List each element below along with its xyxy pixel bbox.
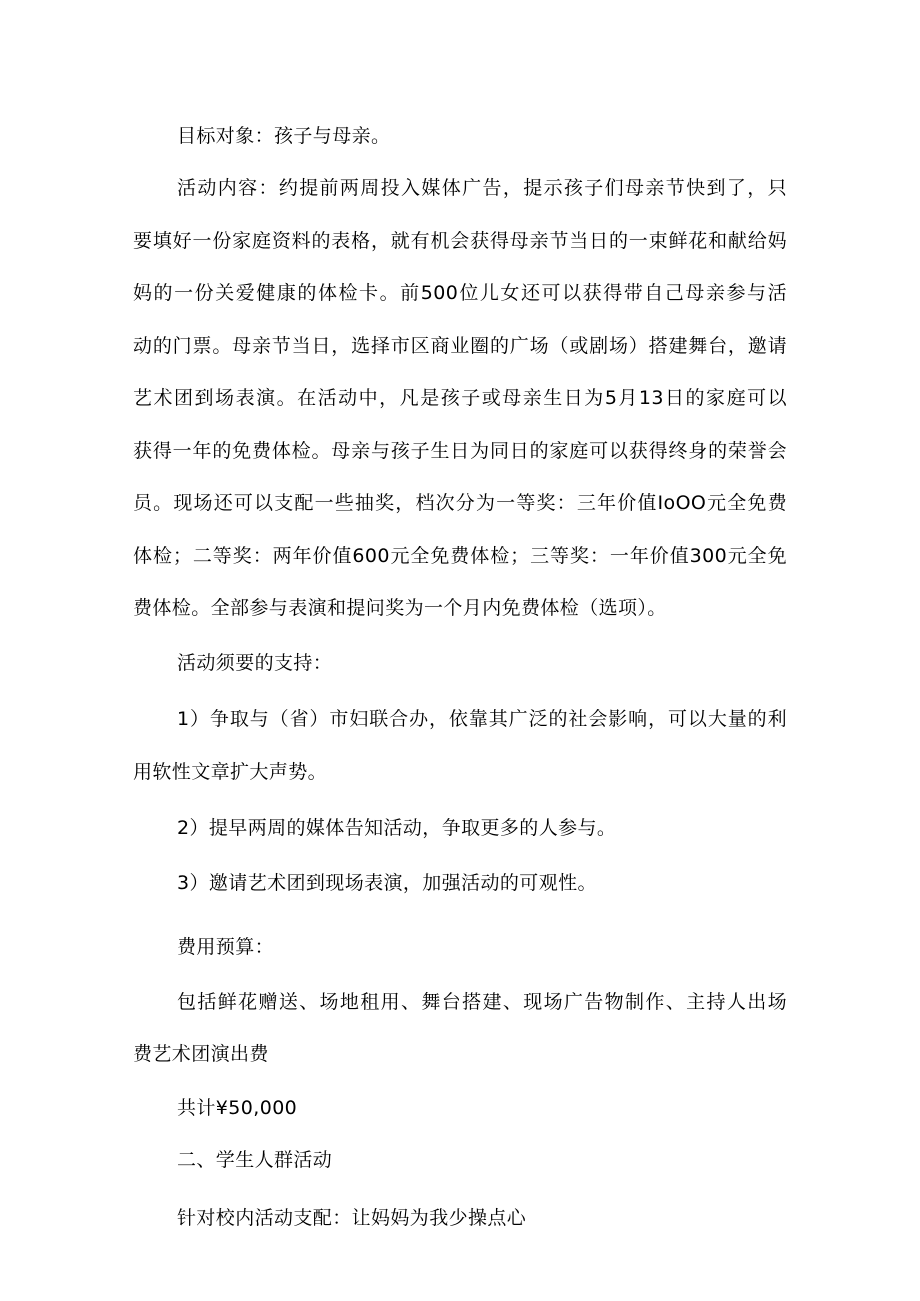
support-item-2: 2）提早两周的媒体告知活动，争取更多的人参与。: [177, 817, 617, 839]
support-item-3: 3）邀请艺术团到现场表演，加强活动的可观性。: [177, 872, 597, 894]
budget-total: 共计¥50,000: [177, 1097, 298, 1119]
support-item-1-line-1: 1）争取与（省）市妇联合办，依靠其广泛的社会影响，可以大量的利: [177, 708, 787, 730]
budget-line-1: 包括鲜花赠送、场地租用、舞台搭建、现场广告物制作、主持人出场: [177, 991, 787, 1013]
budget-heading: 费用预算：: [177, 936, 275, 958]
content-line-6: 获得一年的免费体检。母亲与孩子生日为同日的家庭可以获得终身的荣誉会: [133, 440, 787, 462]
content-line-2: 要填好一份家庭资料的表格，就有机会获得母亲节当日的一束鲜花和献给妈: [133, 230, 787, 252]
campus-activity-line: 针对校内活动支配：让妈妈为我少操点心: [177, 1207, 527, 1229]
content-line-9: 费体检。全部参与表演和提问奖为一个月内免费体检（选项）。: [133, 597, 667, 619]
content-line-4: 动的门票。母亲节当日，选择市区商业圈的广场（或剧场）搭建舞台，邀请: [133, 335, 787, 357]
content-line-1: 活动内容：约提前两周投入媒体广告，提示孩子们母亲节快到了，只: [177, 177, 787, 199]
target-audience-line: 目标对象：孩子与母亲。: [177, 125, 391, 147]
budget-line-2: 费艺术团演出费: [133, 1043, 269, 1065]
content-line-8: 体检；二等奖：两年价值600元全免费体检；三等奖：一年价值300元全免: [133, 545, 787, 567]
section-2-heading: 二、学生人群活动: [177, 1149, 333, 1171]
support-item-1-line-2: 用软性文章扩大声势。: [133, 761, 328, 783]
content-line-3: 妈的一份关爱健康的体检卡。前500位儿女还可以获得带自己母亲参与活: [133, 282, 787, 304]
content-line-5: 艺术团到场表演。在活动中，凡是孩子或母亲生日为5月13日的家庭可以: [133, 387, 787, 409]
support-heading: 活动须要的支持：: [177, 652, 333, 674]
content-line-7: 员。现场还可以支配一些抽奖，档次分为一等奖：三年价值IoOO元全免费: [133, 492, 787, 514]
